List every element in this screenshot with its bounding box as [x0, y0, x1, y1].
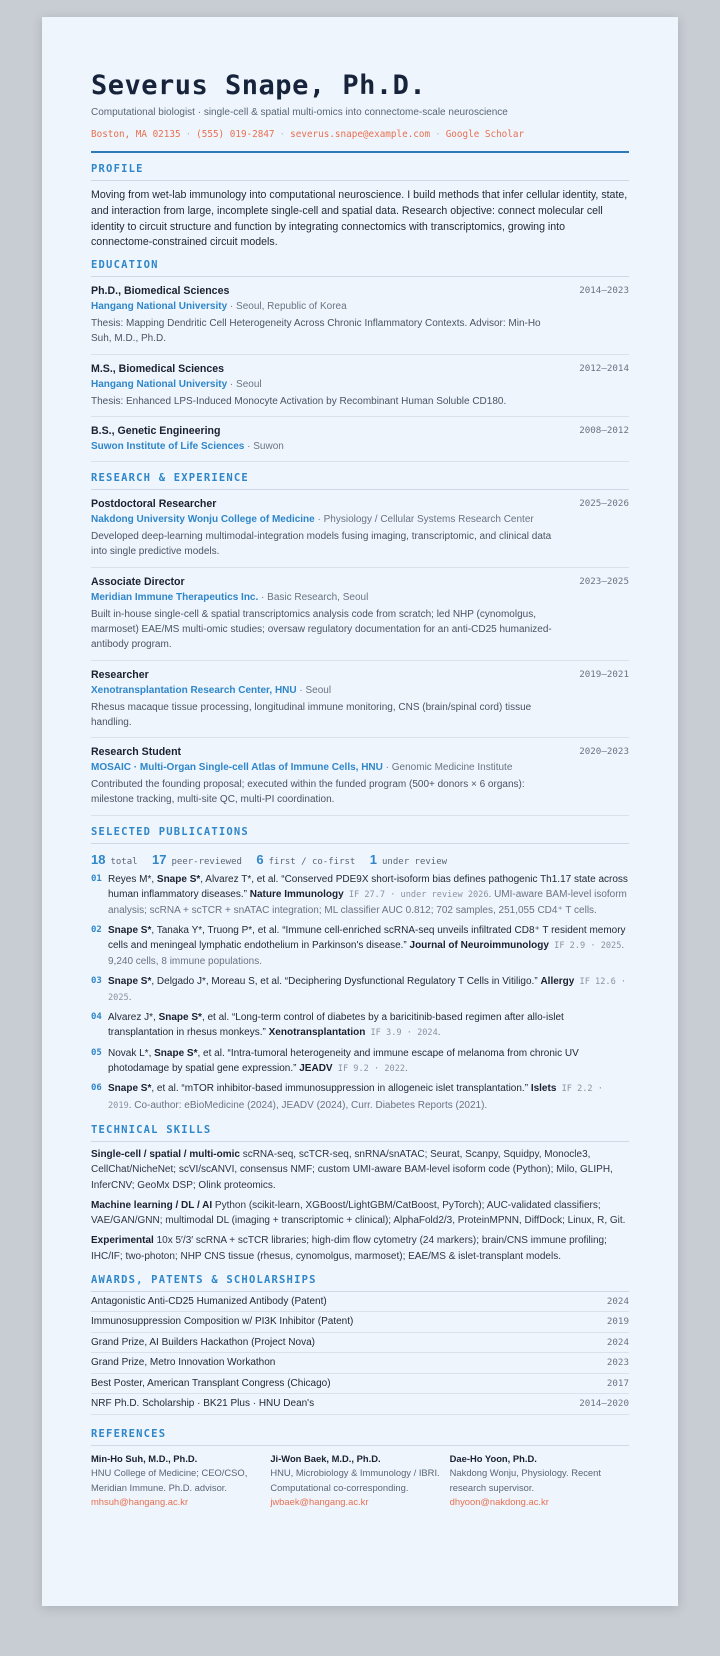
publication-item [91, 923, 629, 970]
header-divider [91, 151, 629, 153]
institution-location: · Seoul [227, 378, 262, 390]
publication-authors: Novak L*, [108, 1047, 155, 1059]
publications-section [91, 826, 629, 1114]
publication-self-author: Snape S* [156, 873, 201, 885]
education-section [91, 259, 629, 462]
publication-list [91, 872, 629, 1114]
contact-location: Boston, MA 02135 [91, 129, 181, 140]
institution-location: · Seoul, Republic of Korea [227, 301, 347, 313]
publication-item [91, 872, 629, 919]
organization-detail: · Genomic Medicine Institute [382, 762, 513, 774]
google-scholar-link[interactable]: Google Scholar [445, 129, 525, 140]
publication-self-author: Snape S* [158, 1012, 202, 1024]
publication-journal: Nature Immunology [249, 889, 344, 901]
reference-name: Min-Ho Suh, M.D., Ph.D. [91, 1452, 198, 1464]
award-row [91, 1394, 629, 1415]
entry-date: 2019–2021 [579, 668, 629, 680]
publication-note: . [437, 1027, 441, 1039]
entry-description: Built in-house single-cell & spatial transcriptomics analysis code from scratch; led NHP (cynomolgus, marmoset) EAE/MS multi-omic studies; oversaw regulatory documentation for an anti-CD25 humanized-antibody program. [91, 608, 552, 651]
entry-date: 2014–2023 [579, 285, 629, 297]
contact-phone[interactable]: (555) 019-2847 [196, 129, 275, 140]
entry-date: 2008–2012 [579, 425, 629, 437]
section-divider [91, 843, 629, 844]
education-entry [91, 417, 629, 462]
institution-location: · Suwon [244, 441, 284, 453]
degree-title: B.S., Genetic Engineering [91, 425, 221, 438]
institution-name: Hangang National University [91, 378, 228, 390]
role-title: Research Student [91, 746, 182, 759]
role-title: Associate Director [91, 575, 185, 588]
organization-line [91, 512, 629, 527]
publication-authors: Reyes M*, [108, 873, 157, 885]
publication-title: “Immune cell-enriched scRNA-seq unveils infiltrated CD8⁺ T resident memory cells and meningeal lymphatic endothelium in Parkinson's disease.” [108, 924, 626, 951]
publication-journal: Xenotransplantation [268, 1027, 366, 1039]
reference-email[interactable]: jwbaek@hangang.ac.kr [270, 1496, 369, 1508]
section-title-references: REFERENCES [91, 1427, 167, 1440]
publication-index: 02 [91, 924, 102, 935]
skill-group-text: 10x 5′/3′ scRNA + scTCR libraries; high-dim flow cytometry (24 markers); brain/CNS immune profiling; IHC/IF; two-photon; NHP CNS tissue (rhesus, cynomolgus, marmoset); EAE/MS & islet-transplant models. [91, 1235, 607, 1262]
entry-date: 2025–2026 [579, 498, 629, 510]
organization-detail: · Basic Research, Seoul [258, 591, 369, 603]
publication-impact-year: IF 27.7 · under review 2026 [343, 890, 489, 901]
skills-section [91, 1124, 629, 1264]
contact-email[interactable]: severus.snape@example.com [290, 129, 431, 140]
education-entry [91, 277, 629, 355]
section-title-publications: SELECTED PUBLICATIONS [91, 825, 249, 838]
role-title: Postdoctoral Researcher [91, 498, 217, 511]
award-name: Immunosuppression Composition w/ PI3K Inhibitor (Patent) [91, 1316, 354, 1328]
section-divider [91, 1445, 629, 1446]
reference-card [270, 1452, 449, 1510]
awards-section [91, 1274, 629, 1415]
references-section [91, 1428, 629, 1510]
institution-name: Suwon Institute of Life Sciences [91, 441, 245, 453]
entry-date: 2020–2023 [579, 746, 629, 758]
skill-group [91, 1198, 629, 1229]
publication-index: 04 [91, 1012, 102, 1023]
publication-self-author: Snape S* [108, 924, 152, 936]
profile-section [91, 163, 629, 251]
section-divider [91, 180, 629, 181]
stat-number: 18 [91, 851, 106, 867]
publication-authors: Alvarez J*, [108, 1012, 159, 1024]
award-list [91, 1292, 629, 1415]
publication-impact-year: IF 3.9 · 2024 [365, 1028, 438, 1039]
stat-number: 17 [152, 851, 167, 867]
experience-entry [91, 568, 629, 661]
education-entry [91, 355, 629, 417]
entry-date: 2023–2025 [579, 575, 629, 587]
role-title: Researcher [91, 668, 149, 681]
tagline: Computational biologist · single-cell & spatial multi-omics into connectome-scale neuroscience [91, 107, 508, 118]
publication-coauthors: , Alvarez T*, et al. [200, 873, 282, 885]
organization-name: Xenotransplantation Research Center, HNU [91, 684, 297, 696]
section-title-experience: RESEARCH & EXPERIENCE [91, 472, 249, 485]
publication-coauthors: , Delgado J*, Moreau S, et al. [151, 975, 285, 987]
publication-coauthors: , et al. [201, 1012, 232, 1024]
award-year: 2014–2020 [579, 1398, 629, 1410]
organization-name: Meridian Immune Therapeutics Inc. [91, 591, 259, 603]
publication-title: “mTOR inhibitor-based immunosuppression in allogeneic islet transplantation.” [181, 1083, 531, 1095]
publication-stats [91, 852, 629, 868]
stat-label: first / co-first [268, 856, 356, 867]
organization-detail: · Seoul [296, 684, 332, 696]
skill-group-label: Single-cell / spatial / multi-omic [91, 1148, 240, 1160]
contact-line: Boston, MA 02135 · (555) 019-2847 · severus.snape@example.com · Google Scholar [91, 129, 525, 140]
skill-group-label: Machine learning / DL / AI [91, 1199, 213, 1211]
institution-line [91, 377, 629, 392]
award-name: Best Poster, American Transplant Congress (Chicago) [91, 1377, 331, 1389]
reference-description: HNU, Microbiology & Immunology / IBRI. Computational co-corresponding. [270, 1467, 440, 1493]
stat-number: 1 [369, 851, 378, 867]
publication-title: “Conserved PDE9X short-isoform bias defines pathogenic Th1.17 state across human inflammatory diseases.” [108, 873, 628, 901]
publication-journal: Islets [530, 1083, 557, 1095]
entry-description: Contributed the founding proposal; executed within the funded program (500+ donors × 6 organs): milestone tracking, multi-site QC, multi-PI coordination. [91, 779, 525, 806]
publication-index: 01 [91, 873, 102, 884]
publication-index: 06 [91, 1083, 102, 1094]
section-title-profile: PROFILE [91, 163, 144, 175]
skill-group [91, 1233, 629, 1264]
publication-impact-year: IF 2.9 · 2025 [548, 940, 622, 951]
publication-coauthors: , et al. [197, 1047, 228, 1059]
publication-item [91, 1081, 629, 1114]
award-year: 2023 [606, 1357, 629, 1369]
experience-entry [91, 661, 629, 739]
reference-description: Nakdong Wonju, Physiology. Recent research supervisor. [449, 1467, 601, 1493]
entry-description: Thesis: Mapping Dendritic Cell Heterogeneity Across Chronic Inflammatory Contexts. Advisor: Min-Ho Suh, M.D., Ph.D. [91, 318, 541, 345]
section-title-skills: TECHNICAL SKILLS [91, 1123, 212, 1136]
publication-note: . [405, 1063, 408, 1075]
award-name: NRF Ph.D. Scholarship · BK21 Plus · HNU Dean's [91, 1398, 315, 1410]
degree-title: Ph.D., Biomedical Sciences [91, 285, 230, 298]
reference-card [91, 1452, 270, 1510]
publication-note: . 9,240 cells, 8 immune populations. [108, 939, 625, 968]
award-name: Grand Prize, AI Builders Hackathon (Project Nova) [91, 1336, 315, 1348]
publication-coauthors: , et al. [151, 1083, 182, 1095]
institution-line [91, 299, 629, 314]
entry-description: Rhesus macaque tissue processing, longitudinal immune monitoring, CNS (brain/spinal cord) tissue handling. [91, 701, 532, 728]
institution-line [91, 439, 629, 454]
publication-item [91, 1010, 629, 1042]
publication-journal: Journal of Neuroimmunology [409, 939, 549, 951]
degree-title: M.S., Biomedical Sciences [91, 362, 225, 375]
award-name: Grand Prize, Metro Innovation Workathon [91, 1357, 276, 1369]
publication-impact-year: IF 2.2 · 2019 [108, 1084, 603, 1111]
section-title-awards: AWARDS, PATENTS & SCHOLARSHIPS [91, 1273, 317, 1286]
award-year: 2017 [606, 1377, 629, 1389]
award-row [91, 1353, 629, 1374]
award-row [91, 1292, 629, 1313]
publication-item [91, 1046, 629, 1078]
stat-label: peer-reviewed [171, 856, 242, 867]
award-row [91, 1312, 629, 1333]
publication-note: . UMI-aware BAM-level isoform analysis; scRNA + scTCR + snATAC integration; ML classifier AUC 0.812; 702 samples, 251,055 CD4⁺ T cells. [108, 889, 627, 917]
publication-item [91, 974, 629, 1007]
experience-entry [91, 490, 629, 568]
skill-group-text: Python (scikit-learn, XGBoost/LightGBM/CatBoost, PyTorch); AUC-validated classifiers; VAE/GAN/GNN; multimodal DL (imaging + transcriptomic + clinical); AlphaFold2/3, ProteinMPNN, DiffDock; Linux, R, Git. [91, 1199, 626, 1227]
publication-title: “Long-term control of diabetes by a baricitinib-based regimen after allo-islet transplantation in rhesus monkeys.” [108, 1012, 564, 1039]
publication-note: . Co-author: eBioMedicine (2024), JEADV (2024), Curr. Diabetes Reports (2021). [128, 1099, 488, 1111]
stat-label: under review [382, 856, 448, 867]
award-row [91, 1374, 629, 1395]
award-year: 2024 [606, 1336, 629, 1348]
experience-section [91, 472, 629, 816]
organization-line [91, 760, 629, 775]
stat-number: 6 [256, 851, 264, 867]
organization-line [91, 683, 629, 698]
skill-group [91, 1147, 629, 1193]
organization-name: MOSAIC · Multi-Organ Single-cell Atlas of Immune Cells, HNU [91, 762, 383, 774]
organization-detail: · Physiology / Cellular Systems Research Center [314, 514, 534, 526]
reference-email[interactable]: mhsuh@hangang.ac.kr [91, 1496, 189, 1508]
section-divider [91, 1141, 629, 1142]
award-name: Antagonistic Anti-CD25 Humanized Antibody (Patent) [91, 1295, 327, 1307]
entry-date: 2012–2014 [579, 362, 629, 374]
reference-list [91, 1452, 629, 1510]
award-row [91, 1333, 629, 1354]
profile-text: Moving from wet-lab immunology into computational neuroscience. I build methods that infer cellular identity, state, and interaction from large, incomplete single-cell and spatial data. Research objective: connect molecular cell identity to circuit structure and function by integrating connectomics with transcriptomics, growing into connectome-constrained circuit models. [91, 189, 628, 249]
publication-self-author: Snape S* [108, 975, 152, 987]
reference-name: Dae-Ho Yoon, Ph.D. [449, 1452, 537, 1464]
stat-label: total [110, 856, 138, 867]
award-year: 2024 [606, 1295, 629, 1307]
reference-email[interactable]: dhyoon@nakdong.ac.kr [449, 1496, 549, 1508]
skill-group-text: scRNA-seq, scTCR-seq, snRNA/snATAC; Seurat, Scanpy, Squidpy, Monocle3, CellChat/NicheNet; scVI/scANVI, consensus NMF; custom UMI-aware BAM-level isoform code (Python); Milo, GLIPH, InferCNV; GeoMx DSP; Olink proteomics. [91, 1148, 613, 1191]
experience-entry [91, 738, 629, 816]
publication-title: “Intra-tumoral heterogeneity and immune escape of melanoma from chronic UV photodamage by spatial gene expression.” [108, 1047, 579, 1075]
reference-card [450, 1452, 629, 1510]
publication-journal: JEADV [299, 1063, 333, 1075]
resume-content [91, 69, 629, 1510]
candidate-name: Severus Snape, Ph.D. [91, 70, 427, 101]
publication-self-author: Snape S* [108, 1083, 152, 1095]
entry-description: Thesis: Enhanced LPS-Induced Monocyte Activation by Recombinant Human Soluble CD180. [91, 395, 507, 407]
publication-note: . [128, 991, 132, 1003]
publication-impact-year: IF 9.2 · 2022 [332, 1064, 406, 1075]
organization-name: Nakdong University Wonju College of Medicine [91, 514, 315, 526]
organization-line [91, 590, 629, 605]
skill-group-label: Experimental [91, 1235, 154, 1247]
resume-page [42, 17, 678, 1606]
publication-coauthors: , Tanaka Y*, Truong P*, et al. [151, 924, 283, 936]
publication-title: “Deciphering Dysfunctional Regulatory T Cells in Vitiligo.” [284, 975, 541, 987]
entry-description: Developed deep-learning multimodal-integration models fusing imaging, transcriptomic, and clinical data into single predictive models. [91, 531, 552, 558]
publication-index: 05 [91, 1047, 102, 1058]
publication-self-author: Snape S* [154, 1047, 198, 1059]
reference-name: Ji-Won Baek, M.D., Ph.D. [270, 1452, 381, 1464]
publication-impact-year: IF 12.6 · 2025 [108, 976, 627, 1003]
institution-name: Hangang National University [91, 301, 228, 313]
publication-journal: Allergy [540, 975, 575, 987]
award-year: 2019 [606, 1316, 629, 1328]
publication-index: 03 [91, 975, 102, 986]
section-title-education: EDUCATION [91, 259, 159, 272]
reference-description: HNU College of Medicine; CEO/CSO, Meridian Immune. Ph.D. advisor. [91, 1467, 248, 1493]
